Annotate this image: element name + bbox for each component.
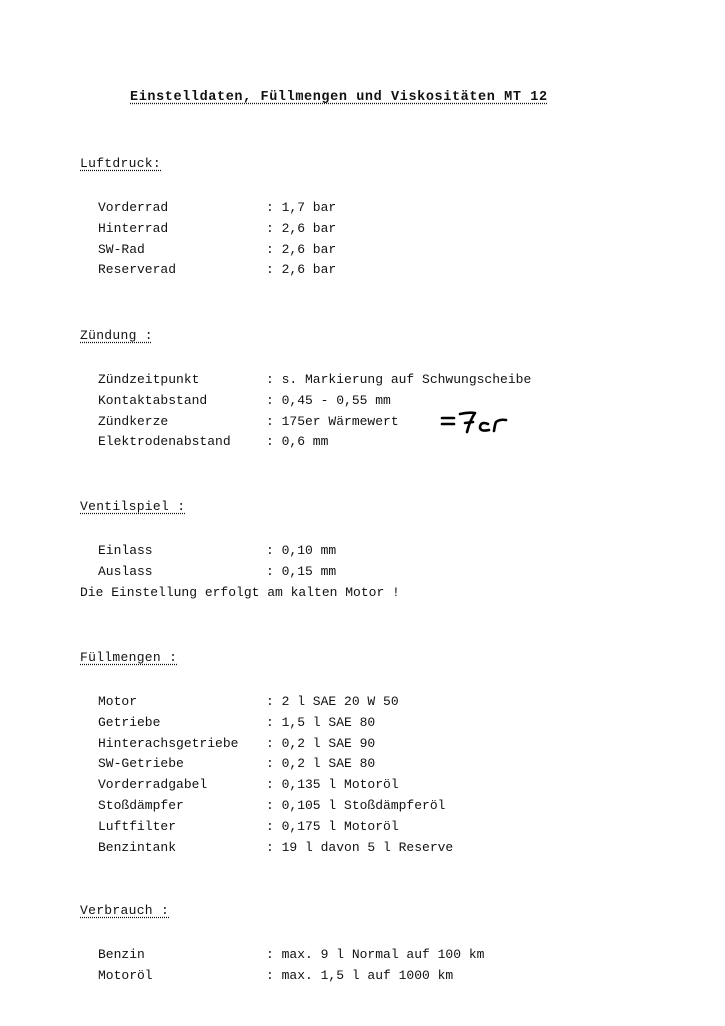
row-label: Getriebe: [98, 714, 161, 730]
row-label: Vorderrad: [98, 200, 169, 215]
data-rows: [80, 541, 400, 603]
row-value: : 175er Wärmewert: [266, 413, 399, 429]
handwritten-note: [438, 408, 514, 438]
section-heading: Verbrauch :: [80, 903, 170, 918]
row-label: Vorderradgabel: [98, 777, 208, 793]
data-row: [80, 260, 336, 281]
section-ventilspiel: [80, 497, 400, 603]
row-value: : 0,6 mm: [266, 434, 329, 450]
row-value: : 1,7 bar: [266, 200, 337, 215]
section-heading: Zündung :: [80, 328, 153, 343]
section-heading: Füllmengen :: [80, 650, 178, 665]
data-row: [80, 240, 336, 261]
row-label: Elektrodenabstand: [98, 434, 231, 450]
data-row: [80, 541, 400, 562]
data-row: [80, 370, 531, 391]
row-label: Motoröl: [98, 967, 153, 983]
data-rows: [80, 692, 453, 858]
data-rows: [80, 945, 484, 987]
row-label: Reserverad: [98, 262, 177, 278]
row-value: : 1,5 l SAE 80: [266, 714, 376, 730]
row-label: Zündkerze: [98, 413, 169, 429]
section-heading: Ventilspiel :: [80, 499, 186, 514]
data-row: [80, 966, 484, 987]
row-value: : 2,6 bar: [266, 220, 337, 236]
row-value: : 0,15 mm: [266, 563, 337, 579]
row-value: : max. 1,5 l auf 1000 km: [266, 967, 454, 983]
row-label: SW-Rad: [98, 241, 145, 257]
row-label: Hinterrad: [98, 220, 169, 236]
data-row: [80, 817, 453, 838]
row-value: : 0,2 l SAE 80: [266, 756, 376, 772]
row-value: : s. Markierung auf Schwungscheibe: [266, 372, 532, 387]
row-value: : 2,6 bar: [266, 262, 337, 278]
row-value: : max. 9 l Normal auf 100 km: [266, 947, 485, 962]
data-row: [80, 775, 453, 796]
section-fuellmengen: [80, 648, 453, 858]
data-row: [80, 838, 453, 859]
section-verbrauch: [80, 901, 484, 987]
row-value: : 0,175 l Motoröl: [266, 818, 399, 834]
section-heading: Luftdruck:: [80, 156, 162, 171]
row-label: SW-Getriebe: [98, 756, 184, 772]
row-label: Luftfilter: [98, 818, 177, 834]
note-text: Die Einstellung erfolgt am kalten Motor !: [80, 584, 400, 600]
row-label: Benzin: [98, 947, 145, 962]
row-value: : 0,10 mm: [266, 543, 337, 558]
data-row: [80, 198, 336, 219]
data-row: [80, 219, 336, 240]
row-label: Stoßdämpfer: [98, 797, 184, 813]
row-value: : 19 l davon 5 l Reserve: [266, 839, 454, 855]
data-row: [80, 945, 484, 966]
row-value: : 0,2 l SAE 90: [266, 735, 376, 751]
data-row: [80, 562, 400, 583]
row-value: : 0,45 - 0,55 mm: [266, 392, 391, 408]
data-row: [80, 754, 453, 775]
row-label: Hinterachsgetriebe: [98, 735, 239, 751]
row-value: : 0,105 l Stoßdämpferöl: [266, 797, 446, 813]
row-label: Motor: [98, 694, 138, 709]
row-label: Benzintank: [98, 839, 177, 855]
section-luftdruck: [80, 154, 336, 281]
data-row: [80, 796, 453, 817]
row-label: Kontaktabstand: [98, 392, 208, 408]
row-value: : 2,6 bar: [266, 241, 337, 257]
data-rows: [80, 198, 336, 281]
row-label: Auslass: [98, 563, 153, 579]
data-row: [80, 713, 453, 734]
row-value: : 2 l SAE 20 W 50: [266, 694, 399, 709]
data-row: [80, 734, 453, 755]
row-value: : 0,135 l Motoröl: [266, 777, 399, 793]
row-label: Zündzeitpunkt: [98, 372, 200, 387]
document-title: Einstelldaten, Füllmengen und Viskositäten MT 12: [130, 90, 548, 105]
data-row: [80, 692, 453, 713]
row-label: Einlass: [98, 543, 153, 558]
